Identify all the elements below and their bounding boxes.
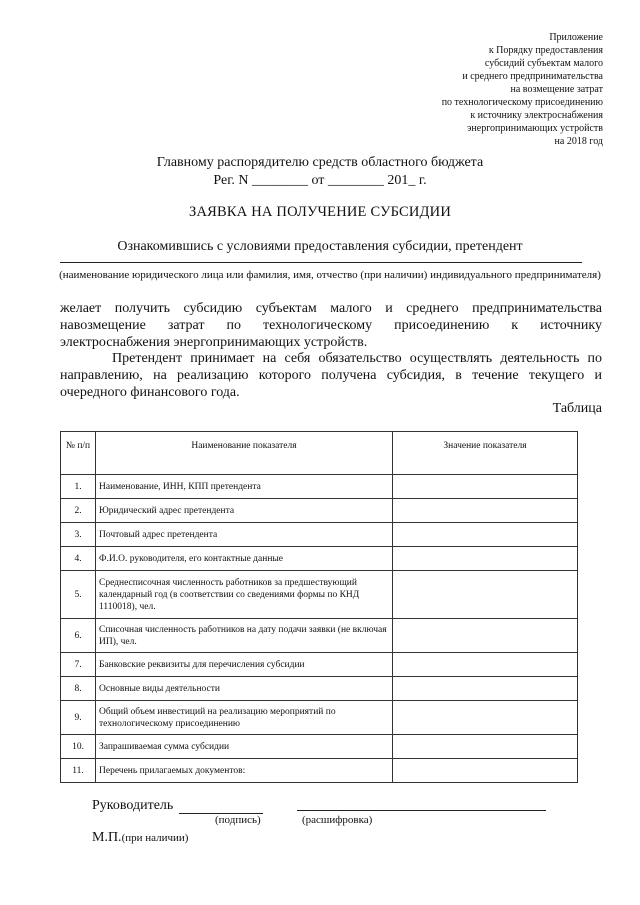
appendix-line: на возмещение затрат <box>510 84 603 95</box>
header-indicator-value: Значение показателя <box>393 432 578 475</box>
applicant-name-note: (наименование юридического лица или фамилия, имя, отчество (при наличии) индивидуального предпринимателя) <box>59 269 601 281</box>
row-value-cell[interactable] <box>393 523 578 547</box>
table-row <box>61 701 578 735</box>
stamp-place <box>92 830 188 846</box>
table-row <box>61 677 578 701</box>
row-number: 7. <box>61 653 96 677</box>
appendix-line: к источнику электроснабжения <box>470 110 603 121</box>
row-number: 9. <box>61 701 96 735</box>
appendix-line: и среднего предпринимательства <box>462 71 603 82</box>
recipient-line: Главному распорядителю средств областного бюджета <box>156 155 484 170</box>
applicant-name-fill-line[interactable] <box>60 262 582 263</box>
row-indicator-name: Наименование, ИНН, КПП претендента <box>96 475 393 499</box>
row-number: 4. <box>61 547 96 571</box>
head-label: Руководитель <box>92 798 174 813</box>
row-number: 11. <box>61 759 96 783</box>
row-indicator-name: Запрашиваемая сумма субсидии <box>96 735 393 759</box>
table-header-row <box>61 432 578 475</box>
row-value-cell[interactable] <box>393 619 578 653</box>
row-indicator-name: Почтовый адрес претендента <box>96 523 393 547</box>
appendix-block <box>343 31 603 148</box>
appendix-line: к Порядку предоставления <box>488 45 603 56</box>
row-value-cell[interactable] <box>393 759 578 783</box>
row-value-cell[interactable] <box>393 701 578 735</box>
table-row <box>61 547 578 571</box>
row-value-cell[interactable] <box>393 735 578 759</box>
table-row <box>61 619 578 653</box>
row-indicator-name: Общий объем инвестиций на реализацию мероприятий по технологическому присоединению <box>96 701 393 735</box>
row-number: 3. <box>61 523 96 547</box>
table-row <box>61 653 578 677</box>
decode-fill-line[interactable] <box>297 810 546 811</box>
row-indicator-name: Основные виды деятельности <box>96 677 393 701</box>
indicators-table <box>60 431 578 783</box>
header-indicator-name: Наименование показателя <box>96 432 393 475</box>
appendix-line: энергопринимающих устройств <box>467 123 603 134</box>
row-value-cell[interactable] <box>393 547 578 571</box>
appendix-line: Приложение <box>549 32 603 43</box>
document-title: ЗАЯВКА НА ПОЛУЧЕНИЕ СУБСИДИИ <box>189 204 451 220</box>
appendix-line: на 2018 год <box>554 136 603 147</box>
paragraph-obligation: Претендент принимает на себя обязательство осуществлять деятельность по направлению, на реализацию которого получена субсидия, в течение текущего и очередного финансового года. <box>60 351 602 400</box>
row-number: 10. <box>61 735 96 759</box>
header-number: № п/п <box>61 432 96 475</box>
mp-label: М.П. <box>92 830 122 845</box>
appendix-line: по технологическому присоединению <box>441 97 603 108</box>
row-value-cell[interactable] <box>393 499 578 523</box>
row-value-cell[interactable] <box>393 475 578 499</box>
table-row <box>61 571 578 619</box>
sign-caption: (подпись) <box>215 814 261 826</box>
table-row <box>61 475 578 499</box>
row-indicator-name: Среднесписочная численность работников за предшествующий календарный год (в соответствии со сведениями формы по КНД 1110018), чел. <box>96 571 393 619</box>
row-value-cell[interactable] <box>393 571 578 619</box>
row-indicator-name: Юридический адрес претендента <box>96 499 393 523</box>
row-value-cell[interactable] <box>393 677 578 701</box>
row-indicator-name: Перечень прилагаемых документов: <box>96 759 393 783</box>
table-row <box>61 735 578 759</box>
table-row <box>61 759 578 783</box>
table-row <box>61 499 578 523</box>
mp-note: (при наличии) <box>121 832 189 844</box>
head-signature-label <box>92 798 263 814</box>
table-label: Таблица <box>552 401 602 416</box>
table-row <box>61 523 578 547</box>
row-number: 1. <box>61 475 96 499</box>
registration-line: Рег. N ________ от ________ 201_ г. <box>213 173 427 188</box>
decode-caption: (расшифровка) <box>302 814 373 826</box>
row-number: 6. <box>61 619 96 653</box>
row-number: 5. <box>61 571 96 619</box>
intro-line: Ознакомившись с условиями предоставления субсидии, претендент <box>117 239 523 254</box>
row-value-cell[interactable] <box>393 653 578 677</box>
appendix-line: субсидий субъектам малого <box>484 58 603 69</box>
row-number: 8. <box>61 677 96 701</box>
paragraph-request: желает получить субсидию субъектам малого и среднего предпринимательства навозмещение затрат по технологическому присоединению к источнику электроснабжения энергопринимающих устройств. <box>60 301 602 350</box>
row-indicator-name: Списочная численность работников на дату подачи заявки (не включая ИП), чел. <box>96 619 393 653</box>
row-indicator-name: Банковские реквизиты для перечисления субсидии <box>96 653 393 677</box>
signature-fill-line[interactable] <box>179 799 263 814</box>
row-number: 2. <box>61 499 96 523</box>
row-indicator-name: Ф.И.О. руководителя, его контактные данные <box>96 547 393 571</box>
recipient-block <box>0 154 640 190</box>
